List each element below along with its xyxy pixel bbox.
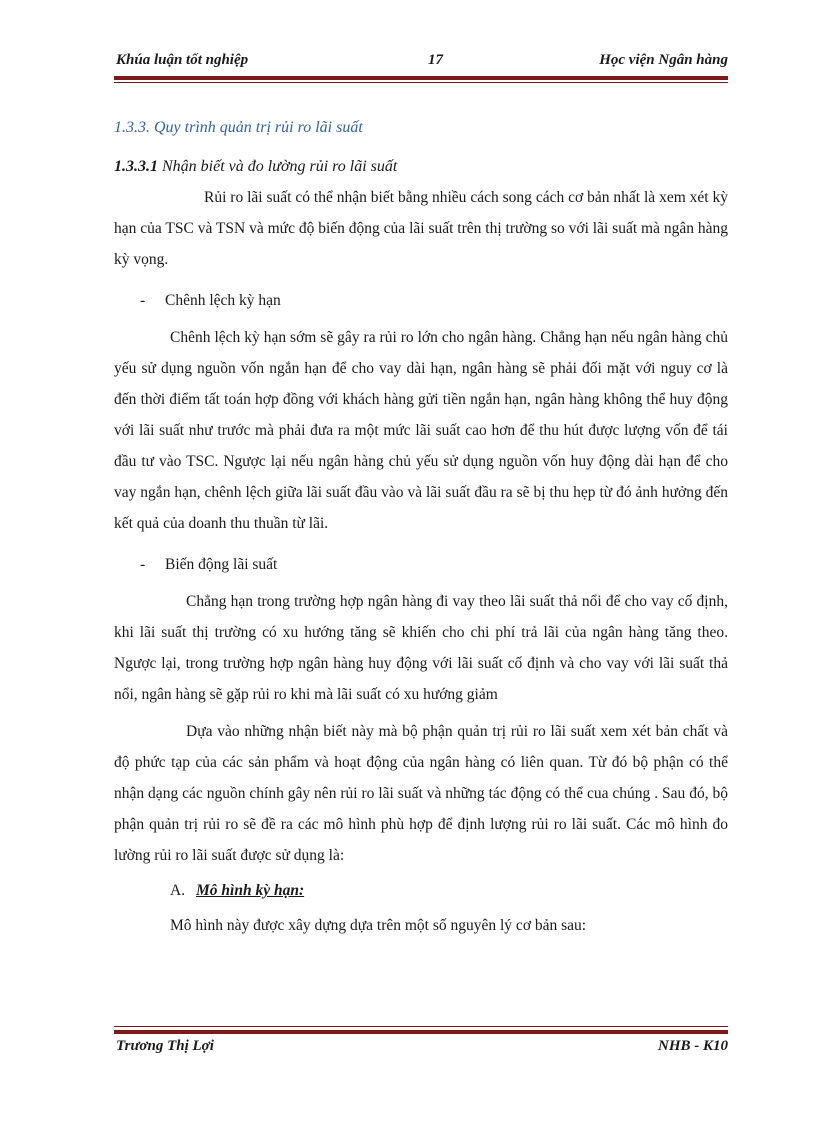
bullet-label: Chênh lệch kỳ hạn <box>165 292 281 309</box>
document-body <box>114 108 728 941</box>
bullet-dash: - <box>140 292 146 309</box>
subsection-title: Nhận biết và đo lường rủi ro lãi suất <box>162 158 398 175</box>
model-label: A. <box>170 882 186 899</box>
model-paragraph: Mô hình này được xây dựng dựa trên một số nguyên lý cơ bản sau: <box>170 917 587 934</box>
bullet-label: Biến động lãi suất <box>165 556 278 573</box>
header-rule-thin <box>114 82 728 83</box>
subsection-heading <box>114 152 728 182</box>
model-heading <box>114 875 728 906</box>
model-title: Mô hình kỳ hạn: <box>196 882 305 899</box>
rate-volatility-paragraph: Chẳng hạn trong trường hợp ngân hàng đi vay theo lãi suất thả nổi để cho vay cố định, khi lãi suất thị trường có xu hướng tăng sẽ khiến cho chi phí trả lãi của ngân hàng tăng theo. Ngược lại, trong trường hợp ngân hàng huy động với lãi suất cố định và cho vay với lãi suất thả nổi, ngân hàng sẽ gặp rủi ro khi mà lãi suất có xu hướng giảm <box>114 593 728 703</box>
footer-author: Trương Thị Lợi <box>116 1038 214 1054</box>
bullet-item-term-gap <box>114 285 728 316</box>
page-header <box>114 50 728 74</box>
term-gap-paragraph: Chênh lệch kỳ hạn sớm sẽ gây ra rủi ro lớn cho ngân hàng. Chẳng hạn nếu ngân hàng chủ yếu sử dụng nguồn vốn ngắn hạn để cho vay dài hạn, ngân hàng sẽ phải đối mặt với nguy cơ là đến thời điểm tất toán hợp đồng với khách hàng gửi tiền ngắn hạn, ngân hàng không thể huy động với lãi suất như trước mà phải đưa ra một mức lãi suất cao hơn để thu hút được lượng vốn để tái đầu tư vào TSC. Ngược lại nếu ngân hàng chủ yếu sử dụng nguồn vốn huy động dài hạn để cho vay ngắn hạn, chênh lệch giữa lãi suất đầu vào và lãi suất đầu ra sẽ bị thu hẹp từ đó ảnh hưởng đến kết quả của doanh thu thuần từ lãi. <box>114 329 728 532</box>
page-footer <box>114 1038 728 1062</box>
header-page-number: 17 <box>428 52 443 68</box>
footer-rule-thick <box>114 1030 728 1034</box>
footer-class-code: NHB - K10 <box>657 1038 728 1054</box>
section-heading <box>114 114 728 142</box>
header-thesis-label: Khúa luận tốt nghiệp <box>116 52 249 68</box>
section-title: Quy trình quản trị rủi ro lãi suất <box>154 119 363 136</box>
bullet-item-rate-volatility <box>114 549 728 580</box>
intro-paragraph: Rủi ro lãi suất có thể nhận biết bằng nhiều cách song cách cơ bản nhất là xem xét kỳ hạn của TSC và TSN và mức độ biến động của lãi suất trên thị trường so với lãi suất mà ngân hàng kỳ vọng. <box>114 189 728 268</box>
subsection-number: 1.3.3.1 <box>114 158 158 175</box>
bullet-dash: - <box>140 556 146 573</box>
header-institution: Học viện Ngân hàng <box>599 52 728 68</box>
footer-rule-thin <box>114 1026 728 1027</box>
analysis-paragraph: Dựa vào những nhận biết này mà bộ phận quản trị rủi ro lãi suất xem xét bản chất và độ phức tạp của các sản phẩm và hoạt động của ngân hàng có liên quan. Từ đó bộ phận có thể nhận dạng các nguồn chính gây nên rủi ro lãi suất và những tác động có thể cua chúng . Sau đó, bộ phận quản trị rủi ro sẽ đề ra các mô hình phù hợp để định lượng rủi ro lãi suất. Các mô hình đo lường rủi ro lãi suất được sử dụng là: <box>114 723 728 864</box>
section-number: 1.3.3. <box>114 119 150 136</box>
header-rule-thick <box>114 76 728 80</box>
